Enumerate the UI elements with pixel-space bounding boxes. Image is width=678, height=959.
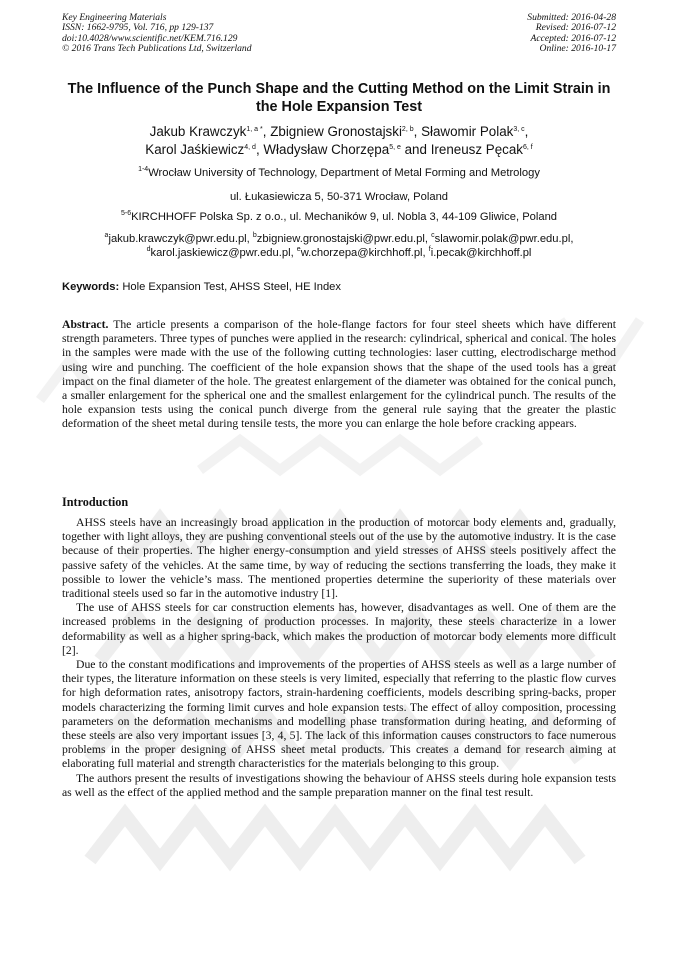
author-affiliation-marker: 2, b	[401, 126, 414, 133]
section-title-introduction: Introduction	[62, 495, 129, 509]
keywords-text: Hole Expansion Test, AHSS Steel, HE Index	[122, 281, 342, 293]
email-marker: b	[252, 232, 257, 239]
author-emails: $^a$jakub.krawczyk@pwr.edu.pl, $^b$zbigniew.gronostajski@pwr.edu.pl, $^c$slawomir.polak@pwr.edu.pl, $^d$karol.jaskiewicz@pwr.edu.pl, $^e$w.chorzepa@kirchhoff.pl, $^f$i.pecak@kirchhoff.pl	[104, 232, 574, 259]
email-link[interactable]: jakub.krawczyk@pwr.edu.pl	[108, 233, 247, 245]
copyright: © 2016 Trans Tech Publications Ltd, Switzerland	[62, 43, 252, 55]
online-date: Online: 2016-10-17	[539, 43, 616, 55]
paragraph: The use of AHSS steels for car construction elements has, however, disadvantages as well. One of them are the increased problems in the designing of production processes. In majority, these steels characterize in a lower deformability as well as a higher spring-back, which makes the production of motorcar body elements more difficult [2].	[62, 601, 616, 657]
paper-title: The Influence of the Punch Shape and the Cutting Method on the Limit Strain in the Hole Expansion Test	[67, 81, 611, 115]
email-link[interactable]: zbigniew.gronostajski@pwr.edu.pl	[256, 233, 425, 245]
author-affiliation-marker: 5, e	[389, 144, 401, 151]
affiliation-address	[62, 190, 616, 204]
email-marker: a	[104, 232, 109, 239]
affiliation-text: ul. Łukasiewicza 5, 50-371 Wrocław, Poland	[229, 191, 449, 203]
email-marker: f	[428, 246, 431, 253]
affiliation-1	[62, 166, 616, 180]
accepted-date: Accepted: 2016-07-12	[530, 32, 616, 44]
author-name: Zbigniew Gronostajski	[270, 124, 402, 139]
keywords	[62, 280, 616, 294]
author-name: Karol Jaśkiewicz	[145, 142, 245, 157]
affiliation-marker: 1-4	[138, 166, 149, 173]
header-right	[527, 13, 616, 55]
author-list: Jakub Krawczyk$^{1, a *}$, Zbigniew Gronostajski$^{2, b}$, Sławomir Polak$^{3, c}$, Karol Jaśkiewicz$^{4, d}$, Władysław Chorzępa$^{5, e}$ and Ireneusz Pęcak$^{6, f}$	[145, 124, 533, 157]
author-affiliation-marker: 6, f	[522, 144, 533, 151]
submitted-date: Submitted: 2016-04-28	[527, 12, 616, 23]
author-name: Władysław Chorzępa	[263, 142, 390, 157]
email-link[interactable]: w.chorzepa@kirchhoff.pl	[300, 247, 423, 259]
abstract-label: Abstract.	[62, 318, 109, 331]
issn-volume-pages: ISSN: 1662-9795, Vol. 716, pp 129-137	[62, 22, 214, 34]
paragraph: The authors present the results of investigations showing the behaviour of AHSS steels during hole expansion tests as well as the effect of the applied method and the sample preparation manner on the final test result.	[62, 771, 616, 799]
abstract-text: The article presents a comparison of the hole-flange factors for four steel sheets which have different strength parameters. Three types of punches were applied in the research: cylindrical, spherical and conical. The holes in the samples were made with the use of the following cutting technologies: laser cutting, electrodischarge method using wire and punching. The coefficient of the hole expansion shows that the shape of the used tools has a great impact on the final diameter of the hole. The greatest enlargement of the diameter was obtained for the conical punch, a smaller enlargement for the spherical one and the smallest enlargement for the cylindrical punch. The results of the hole expansion tests using the conical punch diverge from the general rule saying that the greater the plastic deformation of the sheet metal during tensile tests, the more you can enlarge the hole before cracking appears.	[62, 318, 617, 431]
email-marker: d	[146, 246, 151, 253]
author-name: Sławomir Polak	[421, 124, 514, 139]
authors-and: and	[404, 142, 427, 157]
author-affiliation-marker: 1, a *	[246, 126, 263, 133]
paragraph: Due to the constant modifications and improvements of the properties of AHSS steels as well as a large number of their types, the literature information on these steels is very limited, especially that referring to the plastic flow curves for high deformation rates, anisotropy factors, strain-hardening coefficients, models describing spring-backs, proper models characterizing the forming limit curves and hole expansion tests. The effect of alloy composition, processing parameters on the deformation mechanisms and modelling phase transformation during heating, and deforming of these steels are also very important issues [3, 4, 5]. The lack of this information causes constructors to face numerous problems in the proper designing of AHSS sheet metal products. This creates a demand for research aiming at elaborating full material and strength characteristics for the materials belonging to this group.	[62, 658, 616, 771]
email-marker: c	[431, 232, 435, 239]
header-left	[62, 13, 252, 55]
introduction-body	[62, 516, 616, 800]
affiliation-2	[62, 210, 616, 224]
email-link[interactable]: i.pecak@kirchhoff.pl	[430, 247, 532, 259]
email-marker: e	[296, 246, 301, 253]
journal-name: Key Engineering Materials	[62, 12, 167, 23]
email-link[interactable]: slawomir.polak@pwr.edu.pl	[434, 233, 571, 245]
author-name: Ireneusz Pęcak	[430, 142, 523, 157]
doi: doi:10.4028/www.scientific.net/KEM.716.129	[62, 32, 238, 44]
author-name: Jakub Krawczyk	[149, 124, 247, 139]
author-affiliation-marker: 3, c	[513, 126, 525, 133]
author-affiliation-marker: 4, d	[244, 144, 256, 151]
affiliation-marker: 5-6	[120, 210, 132, 217]
abstract	[62, 318, 616, 432]
email-link[interactable]: karol.jaskiewicz@pwr.edu.pl	[150, 247, 291, 259]
affiliation-text: Wrocław University of Technology, Department of Metal Forming and Metrology	[148, 167, 540, 179]
revised-date: Revised: 2016-07-12	[535, 22, 616, 34]
keywords-label: Keywords:	[62, 281, 120, 293]
affiliation-text: KIRCHHOFF Polska Sp. z o.o., ul. Mechaników 9, ul. Nobla 3, 44-109 Gliwice, Poland	[131, 211, 558, 223]
paragraph: AHSS steels have an increasingly broad application in the production of motorcar body elements and, gradually, together with light alloys, they are pushing conventional steels out of the use by the automotive industry. It is the case because of their properties. The higher energy-consumption and yield stresses of AHSS steels positively affect the passive safety of the vehicles. At the same time, by way of reducing the sections transferring the loads, they make it possible to lower the vehicle’s mass. The mentioned properties determine the superiority of these materials over traditional steels used so far in the automotive industry [1].	[62, 516, 616, 601]
